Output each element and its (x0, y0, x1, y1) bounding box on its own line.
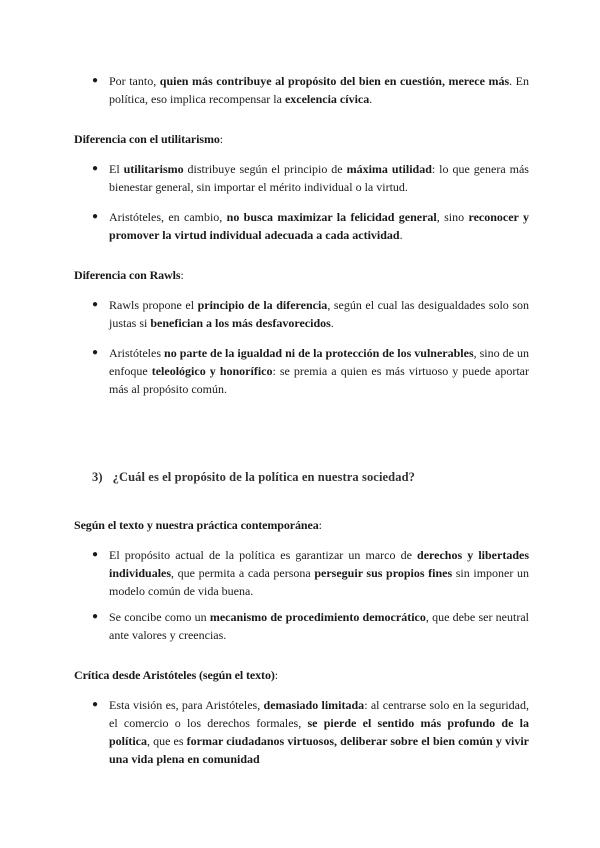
bullet-icon: ● (92, 347, 99, 358)
list-item-text: Aristóteles, en cambio, no busca maximizar la felicidad general, sino reconocer y promover la virtud individual adecuada a cada actividad. (109, 210, 530, 242)
bullet-icon: ● (92, 211, 99, 222)
subheading: Crítica desde Aristóteles (según el texto): (74, 668, 278, 682)
list-item-text: El utilitarismo distribuye según el principio de máxima utilidad: lo que genera más bienestar general, sin importar el mérito individual o la virtud. (109, 162, 529, 194)
section-number: 3) (92, 470, 103, 484)
list-item-text: Se concibe como un mecanismo de procedimiento democrático, que debe ser neutral ante valores y creencias. (109, 610, 529, 642)
list-item-text: Aristóteles no parte de la igualdad ni de la protección de los vulnerables, sino de un enfoque teleológico y honorífico: se premia a quien es más virtuoso y puede aportar más al propósito común. (109, 346, 529, 396)
bullet-icon: ● (92, 163, 99, 174)
bullet-icon: ● (92, 299, 99, 310)
list-item-text: Esta visión es, para Aristóteles, demasiado limitada: al centrarse solo en la seguridad, el comercio o los derechos formales, se pierde el sentido más profundo de la política, que es formar ciudadanos virtuosos, deliberar sobre el bien común y vivir una vida plena en comunidad (109, 698, 530, 766)
subheading: Según el texto y nuestra práctica contemporánea: (74, 518, 322, 532)
section-heading (92, 468, 415, 486)
subheading: Diferencia con Rawls: (74, 268, 184, 282)
list-item-text: El propósito actual de la política es garantizar un marco de derechos y libertades individuales, que permita a cada persona perseguir sus propios fines sin imponer un modelo común de vida buena. (109, 548, 530, 598)
bullet-icon: ● (92, 611, 99, 622)
list-item-text: Por tanto, quien más contribuye al propósito del bien en cuestión, merece más. En política, eso implica recompensar la excelencia cívica. (109, 74, 529, 106)
bullet-icon: ● (92, 549, 99, 560)
section-title: ¿Cuál es el propósito de la política en nuestra sociedad? (112, 470, 415, 484)
bullet-icon: ● (92, 75, 99, 86)
bullet-icon: ● (92, 699, 99, 710)
subheading: Diferencia con el utilitarismo: (74, 132, 223, 146)
list-item-text: Rawls propone el principio de la diferencia, según el cual las desigualdades solo son justas si benefician a los más desfavorecidos. (109, 298, 530, 330)
